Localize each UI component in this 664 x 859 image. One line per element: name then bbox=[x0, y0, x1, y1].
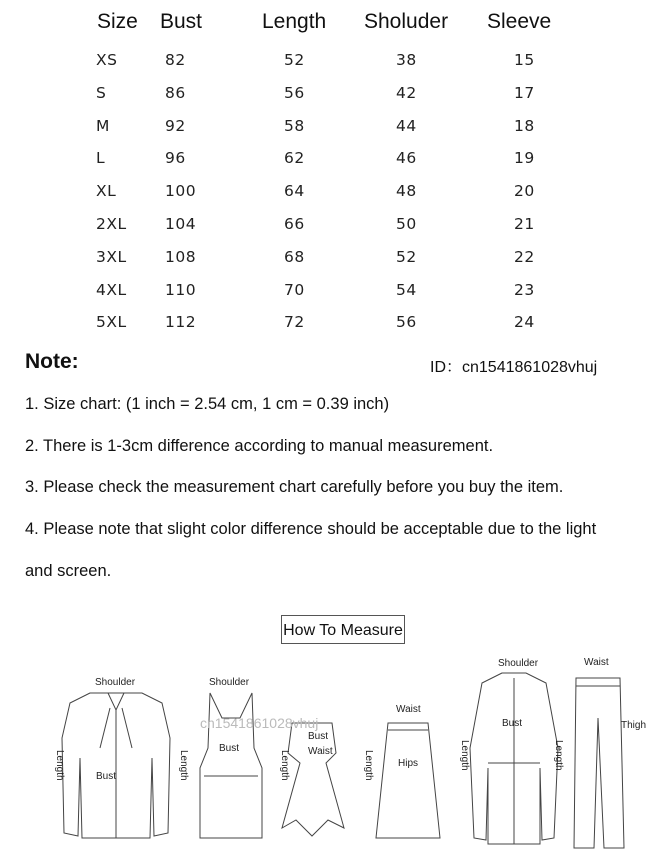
table-cell-shoulder: 50 bbox=[396, 215, 417, 233]
label-waist: Waist bbox=[396, 704, 421, 715]
table-cell-sleeve: 24 bbox=[514, 313, 535, 332]
table-cell-shoulder: 38 bbox=[396, 51, 417, 69]
label-bust: Bust bbox=[96, 771, 117, 782]
table-cell-length: 62 bbox=[284, 149, 305, 168]
table-cell-length: 70 bbox=[284, 280, 305, 299]
header-size: Size bbox=[97, 10, 138, 33]
measure-labels bbox=[54, 657, 646, 782]
watermark: cn1541861028vhuj bbox=[200, 715, 319, 731]
how-to-measure-title: How To Measure bbox=[281, 615, 405, 644]
label-shoulder: Shoulder bbox=[498, 658, 539, 669]
note-item: 3. Please check the measurement chart carefully before you buy the item. bbox=[25, 478, 564, 496]
table-cell-size: XS bbox=[96, 51, 118, 69]
table-cell-shoulder: 56 bbox=[396, 313, 417, 332]
table-cell-size: XL bbox=[96, 182, 117, 201]
note-item: 2. There is 1-3cm difference according to manual measurement. bbox=[25, 437, 494, 455]
table-cell-bust: 92 bbox=[165, 116, 186, 135]
table-cell-size: 3XL bbox=[96, 247, 127, 266]
table-cell-shoulder: 46 bbox=[396, 149, 417, 168]
label-length: Length bbox=[553, 740, 564, 771]
header-sleeve: Sleeve bbox=[487, 10, 552, 33]
table-cell-length: 56 bbox=[284, 83, 305, 102]
label-length: Length bbox=[54, 750, 65, 781]
table-cell-shoulder: 54 bbox=[396, 280, 417, 299]
note-item: 4. Please note that slight color difference should be acceptable due to the light bbox=[25, 520, 597, 538]
label-length: Length bbox=[279, 750, 290, 781]
label-waist: Waist bbox=[584, 657, 609, 668]
table-cell-bust: 96 bbox=[165, 149, 186, 168]
table-cell-shoulder: 42 bbox=[396, 83, 417, 102]
label-thigh: Thigh bbox=[621, 720, 647, 731]
table-cell-length: 52 bbox=[284, 51, 305, 69]
table-cell-sleeve: 20 bbox=[514, 182, 535, 201]
table-cell-bust: 100 bbox=[165, 182, 197, 201]
table-cell-length: 58 bbox=[284, 116, 305, 135]
table-cell-size: M bbox=[96, 116, 110, 135]
label-length: Length bbox=[363, 750, 374, 781]
table-cell-shoulder: 48 bbox=[396, 182, 417, 201]
table-cell-bust: 104 bbox=[165, 215, 197, 233]
label-bust: Bust bbox=[502, 718, 523, 729]
table-cell-size: S bbox=[96, 83, 107, 102]
header-bust: Bust bbox=[160, 10, 203, 33]
table-cell-sleeve: 22 bbox=[514, 247, 535, 266]
header-length: Length bbox=[262, 10, 327, 33]
label-waist: Waist bbox=[308, 746, 333, 757]
product-id: ID：cn1541861028vhuj bbox=[430, 359, 598, 376]
label-length: Length bbox=[178, 750, 189, 781]
table-cell-sleeve: 17 bbox=[514, 83, 535, 102]
table-cell-size: 5XL bbox=[96, 313, 127, 332]
table-cell-sleeve: 23 bbox=[514, 280, 535, 299]
table-cell-sleeve: 21 bbox=[514, 215, 535, 233]
table-cell-length: 64 bbox=[284, 182, 305, 201]
table-cell-size: 4XL bbox=[96, 280, 127, 299]
table-cell-bust: 112 bbox=[165, 313, 197, 332]
table-cell-bust: 82 bbox=[165, 51, 186, 69]
table-cell-bust: 108 bbox=[165, 247, 197, 266]
note-item: 1. Size chart: (1 inch = 2.54 cm, 1 cm = 0.39 inch) bbox=[25, 395, 390, 413]
note-title: Note: bbox=[25, 350, 79, 373]
table-cell-size: 2XL bbox=[96, 215, 127, 233]
label-bust: Bust bbox=[308, 731, 329, 742]
label-bust: Bust bbox=[219, 743, 240, 754]
label-length: Length bbox=[459, 740, 470, 771]
label-shoulder: Shoulder bbox=[209, 677, 250, 688]
table-cell-size: L bbox=[96, 149, 106, 168]
table-cell-length: 68 bbox=[284, 247, 305, 266]
note-item: and screen. bbox=[25, 562, 112, 580]
table-cell-bust: 110 bbox=[165, 280, 197, 299]
table-cell-bust: 86 bbox=[165, 83, 186, 102]
table-cell-shoulder: 52 bbox=[396, 247, 417, 266]
table-cell-sleeve: 18 bbox=[514, 116, 535, 135]
label-shoulder: Shoulder bbox=[95, 677, 136, 688]
measurement-illustration bbox=[0, 648, 664, 859]
header-shoulder: Sholuder bbox=[364, 10, 449, 33]
table-cell-sleeve: 19 bbox=[514, 149, 535, 168]
table-cell-length: 66 bbox=[284, 215, 305, 233]
label-hips: Hips bbox=[398, 758, 419, 769]
table-cell-shoulder: 44 bbox=[396, 116, 417, 135]
table-cell-length: 72 bbox=[284, 313, 305, 332]
table-cell-sleeve: 15 bbox=[514, 51, 535, 69]
